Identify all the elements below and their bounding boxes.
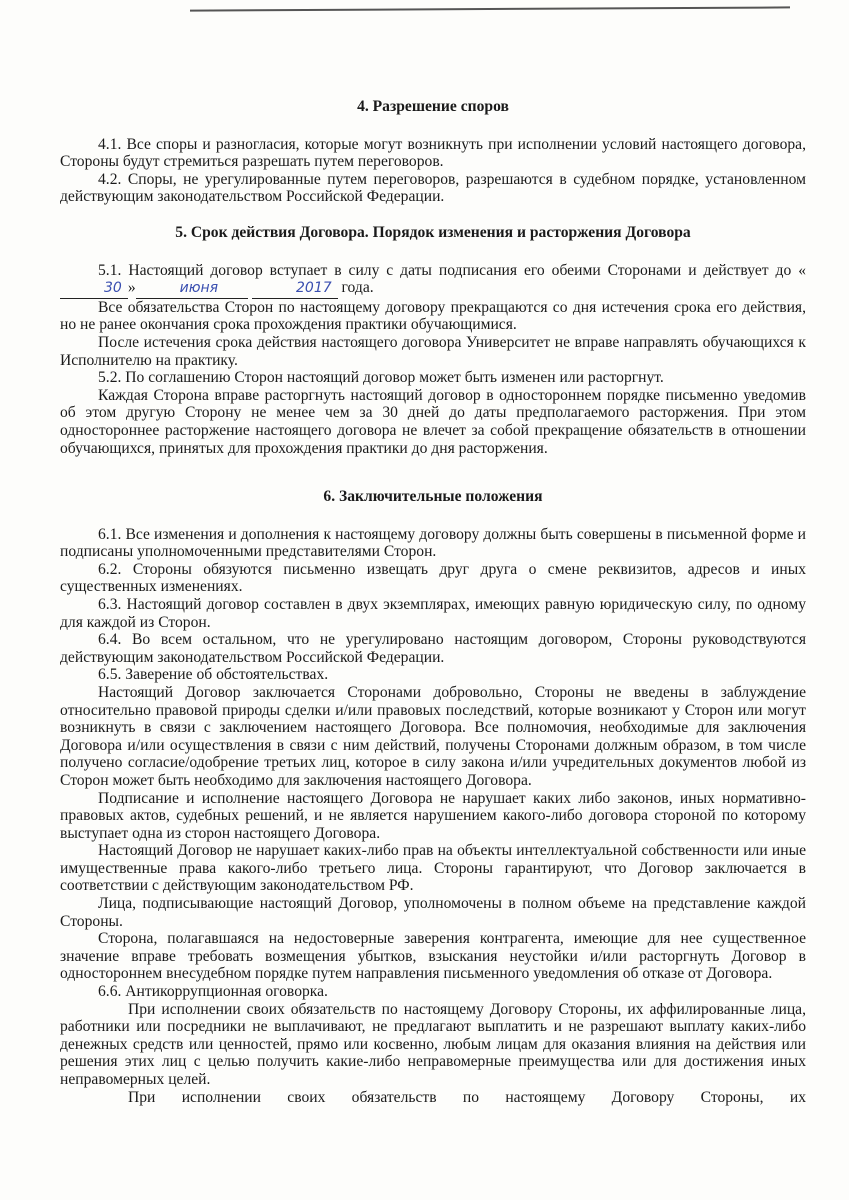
paragraph: Все обязательства Сторон по настоящему договору прекращаются со дня истечения срока его действия, но не ранее окончания срока прохождения практики обучающимися. (60, 298, 806, 334)
paragraph: 4.1. Все споры и разногласия, которые могут возникнуть при исполнении условий настоящего договора, Стороны будут стремиться разрешать путем переговоров. (60, 135, 806, 171)
section-heading: 4. Разрешение споров (357, 98, 509, 115)
paragraph: 6.1. Все изменения и дополнения к настоящему договору должны быть совершены в письменной форме и подписаны уполномоченными представителями Сторон. (60, 525, 806, 561)
section-dispute-resolution (60, 98, 806, 206)
quote-close: » (127, 279, 136, 297)
handwritten-year: 2017 (252, 280, 338, 299)
paragraph: Настоящий Договор заключается Сторонами добровольно, Стороны не введены в заблуждение относительно правовой природы сделки и/или правовых последствий, которые возникают у Сторон или могут возникнуть в связи с заключением настоящего Договора. Все полномочия, необходимые для заключения Договора и/или осуществления в связи с ним действий, получены Сторонами должным образом, в том числе получено согласие/одобрение третьих лиц, которое в силу закона и/или учредительных документов любой из Сторон может быть необходимо для заключения настоящего Договора. (60, 683, 806, 789)
term-text: 5.1. Настоящий договор вступает в силу с даты подписания его обеими Сторонами и действует до « (98, 261, 806, 279)
section-final-provisions (60, 488, 806, 1106)
paragraph: 6.4. Во всем остальном, что не урегулировано настоящим договором, Стороны руководствуются действующим законодательством Российской Федерации. (60, 631, 806, 666)
paragraph: Каждая Сторона вправе расторгнуть настоящий договор в одностороннем порядке письменно уведомив об этом другую Сторону не менее чем за 30 дней до даты предполагаемого расторжения. При этом одностороннее расторжение настоящего договора не влечет за собой прекращение обязательств в отношении обучающихся, принятых для прохождения практики до дня расторжения. (60, 386, 806, 457)
scan-edge-line (190, 6, 790, 11)
paragraph: 4.2. Споры, не урегулированные путем переговоров, разрешаются в судебном порядке, установленном действующим законодательством Российской Федерации. (60, 170, 806, 206)
section-heading: 6. Заключительные положения (323, 488, 543, 505)
paragraph: После истечения срока действия настоящего договора Университет не вправе направлять обучающихся к Исполнителю на практику. (60, 333, 806, 369)
paragraph-term-date (60, 262, 806, 299)
section-term (60, 224, 806, 457)
paragraph: Сторона, полагавшаяся на недостоверные заверения контрагента, имеющие для нее существенное значение вправе требовать возмещения убытков, взыскания неустойки и/или расторгнуть Договор в одностороннем внесудебном порядке путем направления письменного уведомления об отказе от Договора. (60, 930, 806, 983)
paragraph: Настоящий Договор не нарушает каких-либо прав на объекты интеллектуальной собственности или иные имущественные права какого-либо третьего лица. Стороны гарантируют, что Договор заключается в соответствии с действующим законодательством РФ. (60, 842, 806, 895)
paragraph: 6.5. Заверение об обстоятельствах. (98, 666, 329, 684)
handwritten-day: 30 (60, 280, 128, 299)
paragraph: Лица, подписывающие настоящий Договор, уполномочены в полном объеме на представление каждой Стороны. (60, 895, 806, 930)
paragraph: 6.2. Стороны обязуются письменно извещать друг друга о смене реквизитов, адресов и иных существенных изменениях. (60, 560, 806, 596)
paragraph: Подписание и исполнение настоящего Договора не нарушает каких либо законов, иных нормативно-правовых актов, судебных решений, и не является нарушением какого-либо договора стороной по которому выступает одна из сторон настоящего Договора. (60, 789, 806, 842)
paragraph: 5.2. По соглашению Сторон настоящий договор может быть изменен или расторгнут. (98, 369, 664, 387)
section-heading: 5. Срок действия Договора. Порядок изменения и расторжения Договора (175, 224, 691, 241)
paragraph: 6.6. Антикоррупционная оговорка. (98, 983, 328, 1001)
handwritten-month: июня (136, 280, 248, 299)
paragraph: При исполнении своих обязательств по настоящему Договору Стороны, их аффилированные лица, работники или посредники не выплачивают, не предлагают выплатить и не разрешают выплату каких-либо денежных средств или ценностей, прямо или косвенно, любым лицам для оказания влияния на действия или решения этих лиц с целью получить какие-либо неправомерные преимущества или для достижения иных неправомерных целей. (60, 1000, 806, 1088)
term-end: года. (341, 279, 374, 297)
paragraph: При исполнении своих обязательств по настоящему Договору Стороны, их (128, 1088, 806, 1106)
paragraph: 6.3. Настоящий договор составлен в двух экземплярах, имеющих равную юридическую силу, по одному для каждой из Сторон. (60, 595, 806, 631)
